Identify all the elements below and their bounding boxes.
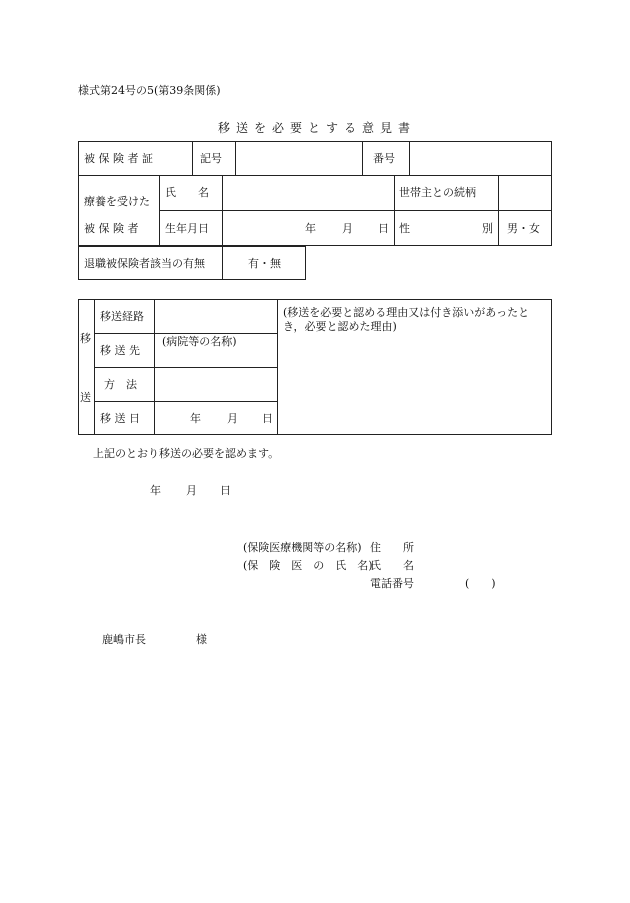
col-divider [277, 299, 278, 435]
col-divider [222, 246, 223, 280]
address-label: 住 所 [370, 541, 414, 554]
transport-side-label-bottom: 送 [80, 391, 91, 404]
issue-day-unit: 日 [220, 484, 231, 497]
retired-label: 退職被保険者該当の有無 [84, 257, 205, 270]
phone-area-code[interactable]: ( ) [465, 577, 496, 590]
col-divider [192, 141, 193, 175]
doctor-name-label: (保 険 医 の 氏 名) [243, 559, 373, 572]
recipient-label-line1: 療養を受けた [84, 195, 150, 208]
birth-label: 生年月日 [165, 222, 209, 235]
document-title: 移送を必要とする意見書 [218, 121, 417, 135]
facility-name-label: (保険医療機関等の名称) [243, 541, 362, 554]
row-divider [78, 175, 552, 176]
col-divider [498, 175, 499, 246]
approval-statement: 上記のとおり移送の必要を認めます。 [93, 447, 280, 460]
transport-year-unit: 年 [190, 412, 201, 425]
birth-year-unit: 年 [305, 222, 316, 235]
addressee-honorific: 様 [196, 633, 207, 646]
phone-label: 電話番号 [370, 577, 414, 590]
col-divider [222, 175, 223, 246]
relation-label: 世帯主との続柄 [399, 186, 476, 199]
signer-name-label: 氏 名 [370, 559, 414, 572]
col-divider [394, 175, 395, 246]
transport-date-label: 移 送 日 [100, 412, 140, 425]
method-label: 方 法 [104, 378, 137, 391]
row-divider [94, 401, 277, 402]
row-divider [94, 367, 277, 368]
destination-label: 移 送 先 [100, 344, 140, 357]
addressee-name: 鹿嶋市長 [102, 633, 146, 646]
recipient-label-line2: 被 保 険 者 [84, 222, 139, 235]
col-divider [235, 141, 236, 175]
col-divider [409, 141, 410, 175]
name-label: 氏 名 [165, 186, 209, 199]
issue-month-unit: 月 [186, 484, 197, 497]
transport-side-label-top: 移 [80, 332, 91, 345]
retired-options[interactable]: 有・無 [248, 257, 281, 270]
birth-month-unit: 月 [342, 222, 353, 235]
col-divider [159, 175, 160, 246]
sex-options[interactable]: 男・女 [507, 222, 540, 235]
row-divider [94, 333, 277, 334]
issue-year-unit: 年 [150, 484, 161, 497]
sex-label-suffix: 別 [482, 222, 493, 235]
reason-hint: (移送を必要と認める理由又は付き添いがあったとき，必要と認めた理由) [283, 306, 530, 333]
transport-day-unit: 日 [262, 412, 273, 425]
destination-hint: (病院等の名称) [162, 335, 237, 348]
birth-day-unit: 日 [378, 222, 389, 235]
sex-label: 性 [399, 222, 410, 235]
insured-card-label: 被 保 険 者 証 [84, 152, 153, 165]
number-label: 番号 [373, 152, 395, 165]
row-divider [159, 210, 552, 211]
route-label: 移送経路 [100, 310, 144, 323]
symbol-label: 記号 [200, 152, 222, 165]
form-number: 様式第24号の5(第39条関係) [78, 84, 221, 97]
transport-month-unit: 月 [227, 412, 238, 425]
col-divider [362, 141, 363, 175]
